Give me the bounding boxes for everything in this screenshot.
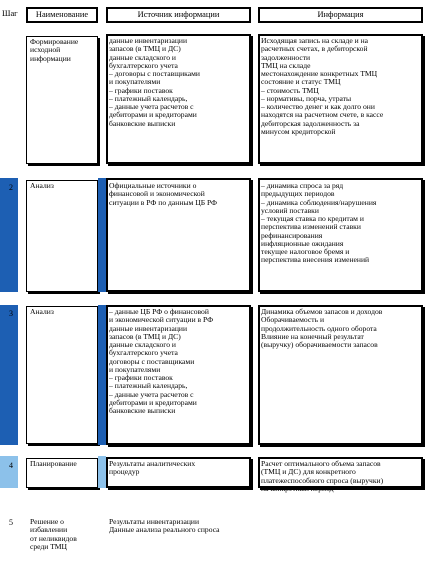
header-name-cell: [26, 7, 98, 23]
header-sources-cell: [106, 7, 251, 23]
row-4-sources: Результаты аналитических процедур: [109, 459, 196, 477]
header-sources: Источник информации: [137, 10, 220, 19]
row-4-info: Расчет оптимального объема запасов (ТМЦ и ДС) для конкретного платежеспособного спроса (выручки) на конкретный период: [261, 459, 384, 493]
row-3-name: Анализ: [30, 307, 54, 316]
row-4-name: Планирование: [30, 459, 77, 468]
header-step: Шаг: [2, 9, 18, 18]
row-3-name-cell: [26, 306, 98, 444]
row-1-name: Формирование исходной информации: [30, 37, 79, 63]
row-5-sources: Результаты инвентаризации Данные анализа реального спроса: [109, 517, 220, 535]
row-3-accent-bar: [0, 305, 18, 445]
row-2-name-cell: [26, 180, 98, 292]
row-3-number: 3: [9, 309, 13, 318]
row-5-number: 5: [9, 518, 13, 527]
row-5-name: Решение о избавлении от неликвидов среди ТМЦ: [30, 517, 77, 551]
header-info-cell: [258, 7, 423, 23]
row-4-right-bar: [98, 456, 106, 488]
row-3-right-bar: [98, 305, 106, 445]
header-info: Информация: [317, 10, 364, 19]
row-2-right-bar: [98, 178, 106, 292]
row-3-sources: – данные ЦБ РФ о финансовой и экономической ситуации в РФ данные инвентаризации запасов (в ТМЦ и ДС) данные складского и бухгалтерского учета договоры с поставщиками и покупателями – графики поставок – платежный календарь, – данные учета расчетов с дебиторами и кредиторами банковские выписки: [109, 307, 214, 415]
row-2-number: 2: [9, 183, 13, 192]
row-3-info: Динамика объемов запасов и доходов Оборачиваемость и продолжительность одного оборота Влияние на конечный результат (выручку) оборачиваемости запасов: [261, 307, 383, 349]
row-2-sources: Официальные источники о финансовой и экономической ситуации в РФ по данным ЦБ РФ: [109, 181, 218, 207]
row-4-number: 4: [9, 461, 13, 470]
row-2-name: Анализ: [30, 181, 54, 190]
row-2-info: – динамика спроса за ряд предыдущих периодов – динамика соблюдения/нарушения условий поставки – текущая ставка по кредитам и перспектива изменений ставки рефинансирования инфляционные ожидания текущее налоговое бремя и перспектива внесения изменений: [261, 181, 377, 265]
row-1-sources: данные инвентаризации запасов (в ТМЦ и ДС) данные складского и бухгалтерского учета – договоры с поставщиками и покупателями – графики поставок – платежный календарь, – данные учета расчетов с дебиторами и кредиторами банковские выписки: [109, 36, 200, 128]
row-1-info: Исходящая запись на складе и на расчетных счетах, в дебиторской задолженности ТМЦ на складе местонахождение конкретных ТМЦ состояние и статус ТМЦ – стоимость ТМЦ – нормативы, порча, утраты – количество денег и как долго они находятся на расчетном счете, в кассе дебиторская задолженность за минусом кредиторской: [261, 36, 384, 136]
header-name: Наименование: [35, 10, 89, 19]
row-2-accent-bar: [0, 178, 18, 292]
